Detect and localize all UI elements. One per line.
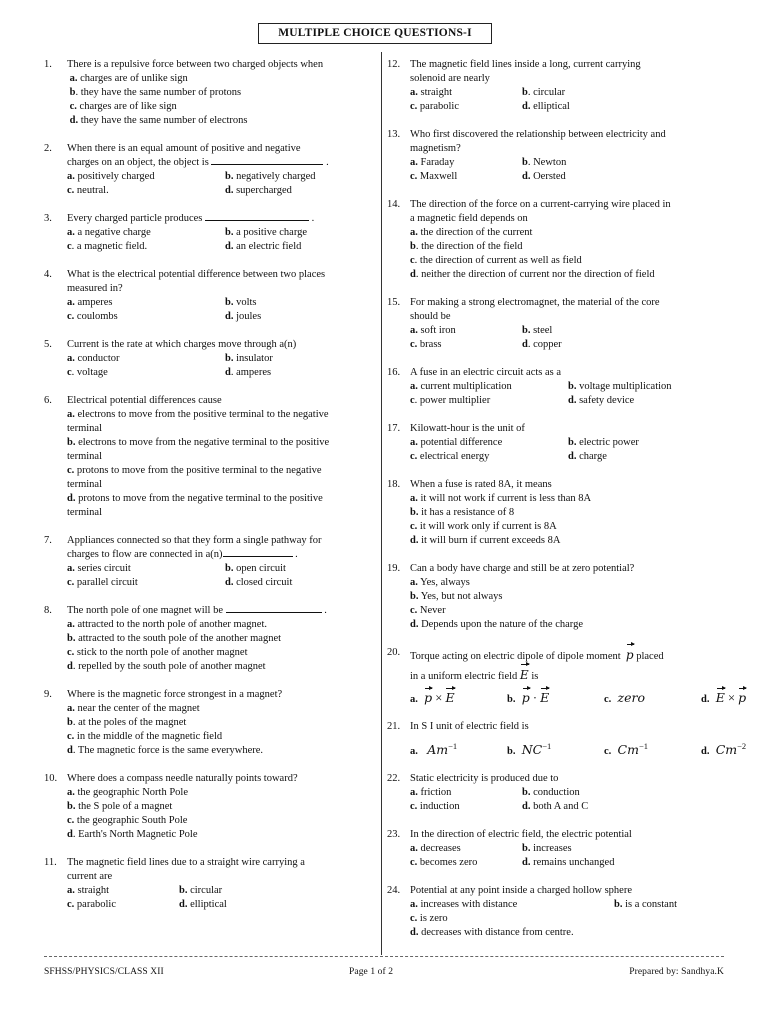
question-number: 1. bbox=[44, 59, 52, 70]
option-b: b. $NC^{-1}$ bbox=[507, 741, 552, 758]
question-text: Appliances connected so that they form a single pathway for bbox=[67, 535, 322, 546]
footer-left: SFHSS/PHYSICS/CLASS XII bbox=[44, 967, 164, 977]
question-1 bbox=[44, 58, 379, 128]
option-a: a. conductor bbox=[67, 353, 120, 364]
footer-divider bbox=[44, 956, 724, 957]
question-text: Where is the magnetic force strongest in a magnet? bbox=[67, 689, 283, 700]
option-c: c. parabolic bbox=[410, 101, 459, 112]
question-text-cont: in a uniform electric field E is bbox=[410, 668, 539, 682]
option-b: b. it has a resistance of 8 bbox=[410, 507, 515, 518]
question-10 bbox=[44, 772, 379, 842]
option-b: b. circular bbox=[522, 87, 566, 98]
option-d: d. decreases with distance from centre. bbox=[410, 927, 574, 939]
option-c: c. parallel circuit bbox=[67, 577, 138, 588]
option-d-cont: terminal bbox=[67, 507, 102, 518]
question-24 bbox=[387, 884, 722, 940]
option-c: c. parabolic bbox=[67, 899, 116, 910]
option-a: a. straight bbox=[410, 87, 452, 98]
question-number: 21. bbox=[387, 721, 401, 732]
question-text: Every charged particle produces . bbox=[67, 213, 315, 224]
question-22 bbox=[387, 772, 722, 814]
question-number: 16. bbox=[387, 367, 401, 378]
question-text-cont: magnetism? bbox=[410, 143, 461, 154]
question-number: 2. bbox=[44, 143, 52, 154]
question-text: When a fuse is rated 8A, it means bbox=[410, 479, 552, 490]
answer-blank bbox=[211, 164, 323, 165]
option-b: b. is a constant bbox=[614, 899, 677, 911]
question-2 bbox=[44, 142, 379, 198]
option-b: b. Yes, but not always bbox=[410, 591, 503, 602]
question-8 bbox=[44, 604, 379, 674]
question-text: Can a body have charge and still be at zero potential? bbox=[410, 563, 635, 574]
option-c: c. Never bbox=[410, 605, 446, 616]
option-c: c. brass bbox=[410, 339, 442, 350]
question-number: 7. bbox=[44, 535, 52, 546]
option-d: d. elliptical bbox=[522, 101, 570, 112]
option-a: a. p × E bbox=[410, 690, 455, 705]
option-b: b. increases bbox=[522, 843, 572, 855]
electric-field-symbol: E bbox=[519, 668, 529, 682]
option-b: b. electrons to move from the negative terminal to the positive bbox=[67, 437, 330, 448]
option-d: d. Depends upon the nature of the charge bbox=[410, 619, 584, 630]
question-number: 11. bbox=[44, 857, 57, 868]
question-number: 10. bbox=[44, 773, 58, 784]
option-c: c. a magnetic field. bbox=[67, 241, 148, 252]
option-b: b. voltage multiplication bbox=[568, 381, 672, 392]
option-c: c. stick to the north pole of another magnet bbox=[67, 647, 248, 658]
option-b: b. circular bbox=[179, 885, 223, 896]
option-c: c. electrical energy bbox=[410, 451, 490, 462]
question-text: A fuse in an electric circuit acts as a bbox=[410, 367, 562, 378]
option-d: d. copper bbox=[522, 339, 562, 350]
question-number: 22. bbox=[387, 773, 401, 785]
question-number: 15. bbox=[387, 297, 401, 308]
option-b: b. they have the same number of protons bbox=[69, 87, 242, 98]
option-c: c. the direction of current as well as field bbox=[410, 255, 582, 266]
question-number: 9. bbox=[44, 689, 52, 700]
option-d: d. it will burn if current exceeds 8A bbox=[410, 535, 561, 546]
question-number: 5. bbox=[44, 339, 52, 350]
option-a: a. near the center of the magnet bbox=[67, 703, 200, 714]
option-d: d. protons to move from the negative terminal to the positive bbox=[67, 493, 323, 504]
option-d: d. supercharged bbox=[225, 185, 292, 196]
option-b: b. a positive charge bbox=[225, 227, 308, 238]
question-number: 6. bbox=[44, 395, 52, 406]
option-d: d. joules bbox=[225, 311, 262, 322]
question-number: 12. bbox=[387, 59, 401, 70]
question-text: Where does a compass needle naturally points toward? bbox=[67, 773, 298, 784]
question-text: When there is an equal amount of positive and negative bbox=[67, 143, 301, 154]
question-6 bbox=[44, 394, 379, 520]
option-d: d. charge bbox=[568, 451, 607, 462]
option-b: b. the direction of the field bbox=[410, 241, 523, 252]
question-18 bbox=[387, 478, 722, 548]
option-a: a. Faraday bbox=[410, 157, 455, 168]
option-d: d. they have the same number of electrons bbox=[69, 115, 248, 126]
question-14 bbox=[387, 198, 722, 282]
option-b: b. Newton bbox=[522, 157, 567, 168]
option-c: c. charges are of like sign bbox=[69, 101, 177, 112]
right-column bbox=[387, 58, 747, 954]
option-c: c. neutral. bbox=[67, 185, 109, 196]
option-d: d. repelled by the south pole of another magnet bbox=[67, 661, 266, 672]
option-d: d. remains unchanged bbox=[522, 857, 615, 869]
question-text-cont: a magnetic field depends on bbox=[410, 213, 528, 224]
option-a: a. $Am^{-1}$ bbox=[410, 741, 458, 758]
option-b: b. attracted to the south pole of the another magnet bbox=[67, 633, 282, 644]
option-d: d. an electric field bbox=[225, 241, 302, 252]
option-b: b. open circuit bbox=[225, 563, 286, 574]
question-number: 14. bbox=[387, 199, 401, 210]
option-d: d. neither the direction of current nor the direction of field bbox=[410, 269, 655, 280]
question-text: Kilowatt-hour is the unit of bbox=[410, 423, 525, 434]
question-16 bbox=[387, 366, 722, 408]
question-15 bbox=[387, 296, 722, 352]
option-a: a. the geographic North Pole bbox=[67, 787, 189, 798]
option-a: a. potential difference bbox=[410, 437, 503, 448]
question-text: The direction of the force on a current-carrying wire placed in bbox=[410, 199, 671, 210]
footer-right: Prepared by: Sandhya.K bbox=[629, 967, 724, 977]
question-13 bbox=[387, 128, 722, 184]
question-number: 19. bbox=[387, 563, 401, 574]
option-d: d. safety device bbox=[568, 395, 635, 406]
option-a: a. increases with distance bbox=[410, 899, 518, 911]
question-text: The magnetic field lines due to a straight wire carrying a bbox=[67, 857, 305, 868]
option-a: a. positively charged bbox=[67, 171, 155, 182]
question-text: Who first discovered the relationship between electricity and bbox=[410, 129, 666, 140]
option-d: d. both A and C bbox=[522, 801, 589, 813]
question-11 bbox=[44, 856, 379, 912]
option-a: a. attracted to the north pole of another magnet. bbox=[67, 619, 268, 630]
question-text: In the direction of electric field, the electric potential bbox=[410, 829, 632, 841]
option-d: d. elliptical bbox=[179, 899, 227, 910]
option-d: d. Earth's North Magnetic Pole bbox=[67, 829, 198, 840]
question-number: 23. bbox=[387, 829, 401, 841]
question-text-cont: solenoid are nearly bbox=[410, 73, 490, 84]
option-d: d. The magnetic force is the same everywhere. bbox=[67, 745, 264, 756]
question-21 bbox=[387, 720, 747, 760]
question-number: 13. bbox=[387, 129, 401, 140]
question-text-cont: charges to flow are connected in a(n) . bbox=[67, 549, 298, 560]
option-a: a. a negative charge bbox=[67, 227, 151, 238]
question-text-cont: should be bbox=[410, 311, 451, 322]
question-3 bbox=[44, 212, 379, 254]
option-b: b. negatively charged bbox=[225, 171, 316, 182]
option-a: a. soft iron bbox=[410, 325, 456, 336]
option-c: c. coulombs bbox=[67, 311, 118, 322]
question-5 bbox=[44, 338, 379, 380]
option-c: c. it will work only if current is 8A bbox=[410, 521, 557, 532]
question-19 bbox=[387, 562, 722, 632]
answer-blank bbox=[205, 220, 309, 221]
option-b: b. the S pole of a magnet bbox=[67, 801, 173, 812]
option-c: c. is zero bbox=[410, 913, 448, 925]
answer-blank bbox=[223, 556, 293, 557]
option-b: b. electric power bbox=[568, 437, 639, 448]
question-text: The magnetic field lines inside a long, current carrying bbox=[410, 59, 641, 70]
option-a: a. series circuit bbox=[67, 563, 131, 574]
question-number: 17. bbox=[387, 423, 401, 434]
option-d: d. Oersted bbox=[522, 171, 566, 182]
question-text-cont: current are bbox=[67, 871, 113, 882]
question-text: Current is the rate at which charges move through a(n) bbox=[67, 339, 297, 350]
question-9 bbox=[44, 688, 379, 758]
question-4 bbox=[44, 268, 379, 324]
option-d: d. $Cm^{-2}$ bbox=[701, 741, 747, 758]
question-text: Electrical potential differences cause bbox=[67, 395, 222, 406]
option-a: a. it will not work if current is less than 8A bbox=[410, 493, 592, 504]
question-23 bbox=[387, 828, 722, 870]
option-d: d. closed circuit bbox=[225, 577, 293, 588]
option-a: a. electrons to move from the positive terminal to the negative bbox=[67, 409, 329, 420]
option-c: c. protons to move from the positive terminal to the negative bbox=[67, 465, 322, 476]
option-d: d. amperes bbox=[225, 367, 272, 378]
option-c: c. power multiplier bbox=[410, 395, 491, 406]
option-a: a. charges are of unlike sign bbox=[69, 73, 188, 84]
option-b-cont: terminal bbox=[67, 451, 102, 462]
question-text: For making a strong electromagnet, the material of the core bbox=[410, 297, 660, 308]
question-17 bbox=[387, 422, 722, 464]
question-12 bbox=[387, 58, 722, 114]
question-text-cont: charges on an object, the object is . bbox=[67, 157, 329, 168]
option-c-cont: terminal bbox=[67, 479, 102, 490]
question-number: 8. bbox=[44, 605, 52, 616]
option-a: a. straight bbox=[67, 885, 109, 896]
option-a: a. Yes, always bbox=[410, 577, 470, 588]
dipole-moment-symbol: p bbox=[625, 648, 634, 662]
option-c: c. induction bbox=[410, 801, 460, 813]
question-number: 18. bbox=[387, 479, 401, 490]
option-b: b. at the poles of the magnet bbox=[67, 717, 187, 728]
question-text: The north pole of one magnet will be . bbox=[67, 605, 327, 616]
option-a: a. friction bbox=[410, 787, 452, 799]
question-text: What is the electrical potential difference between two places bbox=[67, 269, 326, 280]
option-b: b. insulator bbox=[225, 353, 273, 364]
option-a: a. amperes bbox=[67, 297, 113, 308]
question-text: Torque acting on electric dipole of dipole moment p placed bbox=[410, 648, 664, 662]
page-title: MULTIPLE CHOICE QUESTIONS-I bbox=[258, 23, 492, 44]
question-number: 4. bbox=[44, 269, 52, 280]
question-text: Static electricity is produced due to bbox=[410, 773, 559, 785]
option-b: b. p · E bbox=[507, 690, 550, 705]
question-text: There is a repulsive force between two charged objects when bbox=[67, 59, 324, 70]
option-b: b. volts bbox=[225, 297, 257, 308]
option-a: a. decreases bbox=[410, 843, 461, 855]
option-c: c. Maxwell bbox=[410, 171, 458, 182]
option-c: c. becomes zero bbox=[410, 857, 478, 869]
option-c: c. the geographic South Pole bbox=[67, 815, 188, 826]
option-a-cont: terminal bbox=[67, 423, 102, 434]
option-b: b. steel bbox=[522, 325, 553, 336]
question-number: 20. bbox=[387, 647, 401, 658]
option-c: c. in the middle of the magnetic field bbox=[67, 731, 223, 742]
question-number: 3. bbox=[44, 213, 52, 224]
option-c: c. zero bbox=[604, 690, 646, 705]
left-column bbox=[44, 58, 379, 926]
answer-blank bbox=[226, 612, 322, 613]
question-text-cont: measured in? bbox=[67, 283, 123, 294]
question-text: Potential at any point inside a charged hollow sphere bbox=[410, 885, 633, 897]
option-d: d. E × p bbox=[701, 690, 747, 705]
question-7 bbox=[44, 534, 379, 590]
footer-page-number: Page 1 of 2 bbox=[349, 967, 394, 977]
question-text: In S I unit of electric field is bbox=[410, 721, 529, 732]
question-20 bbox=[387, 646, 747, 708]
option-c: c. $Cm^{-1}$ bbox=[604, 741, 649, 758]
option-c: c. voltage bbox=[67, 367, 108, 378]
question-number: 24. bbox=[387, 885, 401, 897]
option-b: b. conduction bbox=[522, 787, 580, 799]
option-a: a. current multiplication bbox=[410, 381, 512, 392]
option-a: a. the direction of the current bbox=[410, 227, 533, 238]
column-divider bbox=[381, 52, 382, 955]
